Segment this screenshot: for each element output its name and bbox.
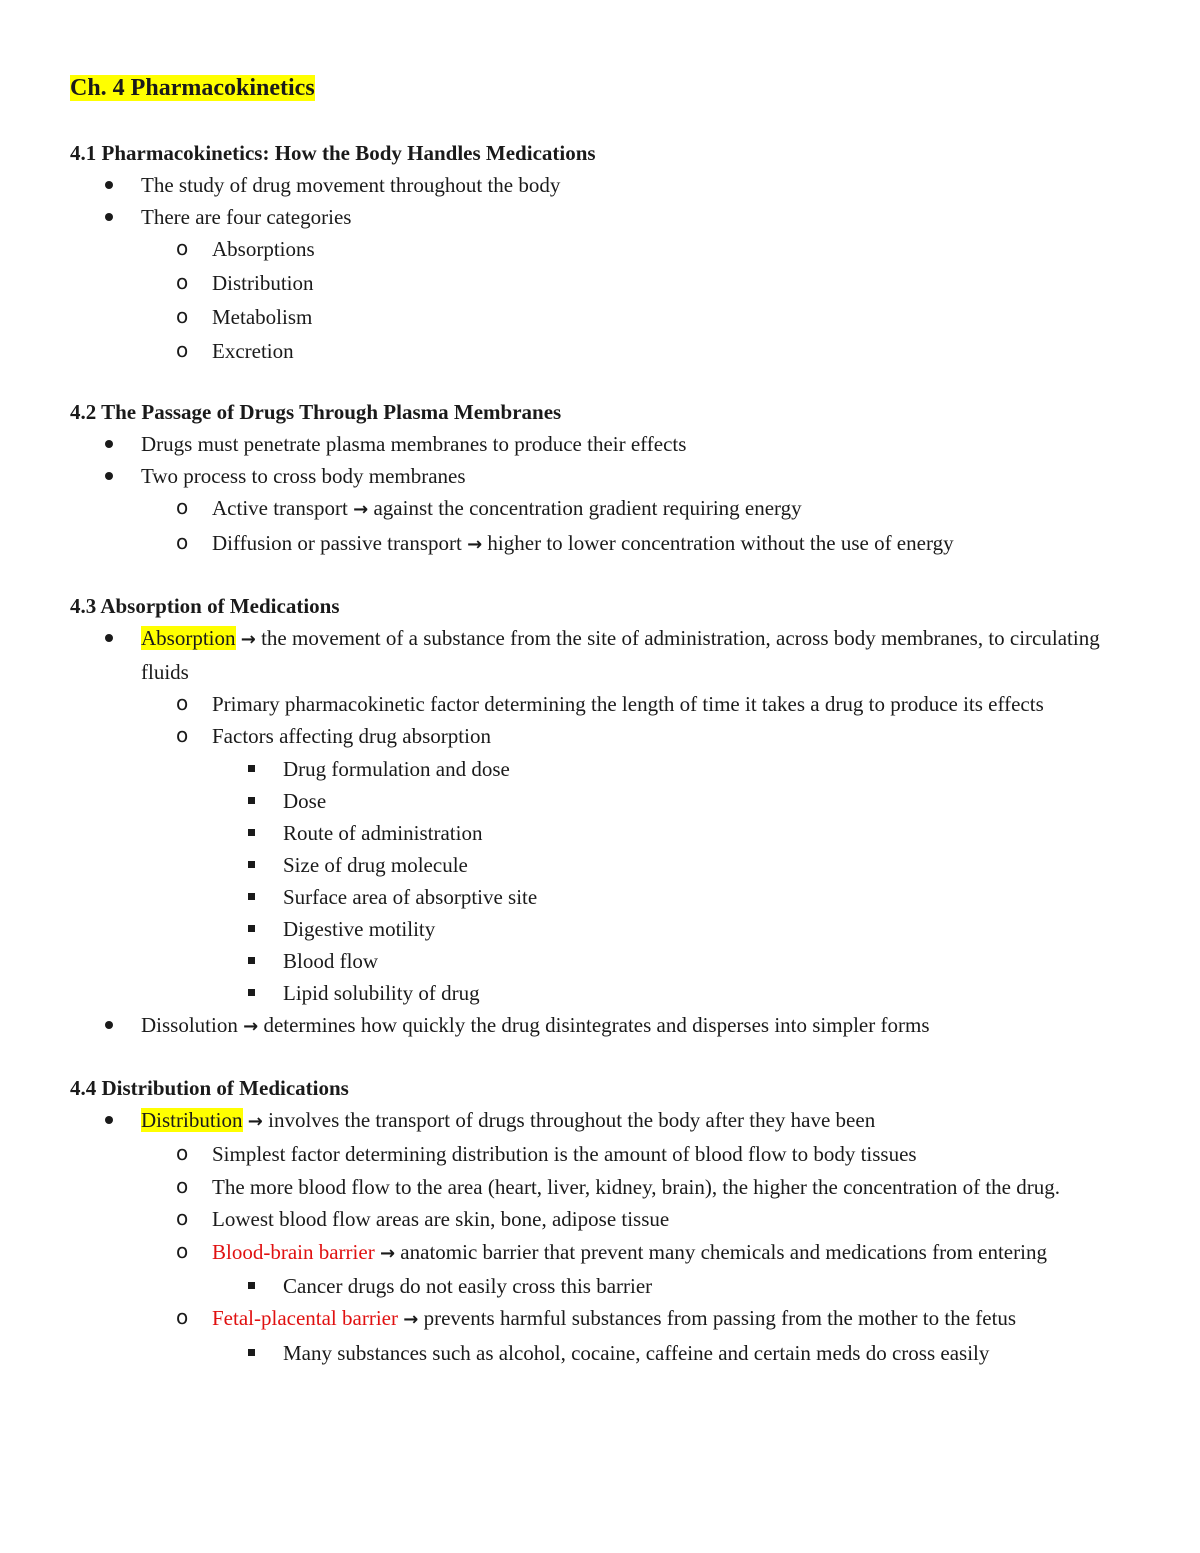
list-item: The study of drug movement throughout the body xyxy=(70,169,1130,201)
title-highlight: Ch. 4 Pharmacokinetics xyxy=(70,75,315,101)
list-item: Two process to cross body membranes o Active transport → against the concentration gradient requiring energy o Diffusion or passive transport → higher to lower concentration without the use of energy xyxy=(70,460,1130,561)
section-heading: 4.2 The Passage of Drugs Through Plasma Membranes xyxy=(70,400,562,424)
sub-list-item: o Absorptions xyxy=(141,233,1130,265)
square-bullet-icon xyxy=(248,925,255,932)
child-item: Cancer drugs do not easily cross this barrier xyxy=(212,1270,1130,1302)
bullet-icon xyxy=(105,472,113,480)
bullet-icon xyxy=(105,181,113,189)
circle-bullet-icon: o xyxy=(176,495,189,519)
square-bullet-icon xyxy=(248,861,255,868)
bullet-list xyxy=(70,622,1130,1043)
circle-bullet-icon: o xyxy=(176,1174,189,1198)
list-item: Dissolution → determines how quickly the drug disintegrates and disperses into simpler forms xyxy=(70,1009,1130,1043)
highlighted-term: Absorption xyxy=(141,626,236,650)
bullet-list xyxy=(70,428,1130,561)
sub-list-item: o Fetal-placental barrier → prevents harmful substances from passing from the mother to the fetus Many substances such as alcohol, cocaine, caffeine and certain meds do cross easily xyxy=(141,1302,1130,1369)
red-term: Blood-brain barrier xyxy=(212,1240,375,1264)
sub-list xyxy=(141,688,1130,1009)
sub-list-item: o Distribution xyxy=(141,267,1130,299)
section-heading: 4.3 Absorption of Medications xyxy=(70,594,340,618)
factor-item: Dose xyxy=(212,785,1130,817)
bullet-icon xyxy=(105,1116,113,1124)
square-bullet-icon xyxy=(248,1282,255,1289)
circle-bullet-icon: o xyxy=(176,270,189,294)
section-4-2 xyxy=(70,397,1130,561)
circle-bullet-icon: o xyxy=(176,236,189,260)
bullet-icon xyxy=(105,440,113,448)
bullet-icon xyxy=(105,1021,113,1029)
circle-bullet-icon: o xyxy=(176,723,189,747)
factor-item: Surface area of absorptive site xyxy=(212,881,1130,913)
circle-bullet-icon: o xyxy=(176,1206,189,1230)
bullet-icon xyxy=(105,213,113,221)
square-bullet-icon xyxy=(248,893,255,900)
square-bullet-icon xyxy=(248,1349,255,1356)
sub-list xyxy=(141,492,1130,561)
section-4-1 xyxy=(70,138,1130,367)
sub-list-item: o Blood-brain barrier → anatomic barrier that prevent many chemicals and medications from entering Cancer drugs do not easily cross this barrier xyxy=(141,1236,1130,1302)
circle-bullet-icon: o xyxy=(176,530,189,554)
sub-list-item: o Active transport → against the concentration gradient requiring energy xyxy=(141,492,1130,526)
arrow-right-icon: → xyxy=(353,499,369,520)
sub-list-item: o Diffusion or passive transport → higher to lower concentration without the use of energy xyxy=(141,527,1130,561)
sub-list-item: o Primary pharmacokinetic factor determining the length of time it takes a drug to produce its effects xyxy=(141,688,1130,720)
page-title xyxy=(70,72,1130,104)
list-item: Distribution → involves the transport of drugs throughout the body after they have been o Simplest factor determining distribution is the amount of blood flow to body tissues o The more blood flow to the area (heart, liver, kidney, brain), the higher the concentration of the drug. o Lowest blood flow areas are skin, bone, adipose tissue o Blood-brain barrier → anatomic barrier that prevent many chemicals and medications from entering Cancer drugs do not easily cross this barrier o Fetal-placental barrier → prevents harmful substances from passing from the mother to the fetus Many substances such as alcohol, cocaine, caffeine and certain meds do cross easily xyxy=(70,1104,1130,1369)
factor-item: Route of administration xyxy=(212,817,1130,849)
sub-list xyxy=(141,233,1130,367)
child-list xyxy=(141,1270,1130,1302)
circle-bullet-icon: o xyxy=(176,1239,189,1263)
bullet-list xyxy=(70,1104,1130,1369)
section-4-4 xyxy=(70,1073,1130,1369)
arrow-right-icon: → xyxy=(240,629,256,650)
square-bullet-icon xyxy=(248,989,255,996)
sub-list-item: o Metabolism xyxy=(141,301,1130,333)
circle-bullet-icon: o xyxy=(176,1141,189,1165)
section-heading: 4.4 Distribution of Medications xyxy=(70,1076,349,1100)
square-bullet-icon xyxy=(248,957,255,964)
circle-bullet-icon: o xyxy=(176,1305,189,1329)
factor-item: Digestive motility xyxy=(212,913,1130,945)
list-item: Absorption → the movement of a substance from the site of administration, across body membranes, to circulating fluids o Primary pharmacokinetic factor determining the length of time it takes a drug to produce its effects o Factors affecting drug absorption Drug formulation and dose Dose Route of administration Size of drug molecule Surface area of absorptive site Digestive motility Blood flow Lipid solubility of drug xyxy=(70,622,1130,1009)
circle-bullet-icon: o xyxy=(176,304,189,328)
child-item: Many substances such as alcohol, cocaine, caffeine and certain meds do cross easily xyxy=(212,1337,1130,1369)
square-bullet-icon xyxy=(248,797,255,804)
arrow-right-icon: → xyxy=(467,534,483,555)
arrow-right-icon: → xyxy=(243,1016,259,1037)
arrow-right-icon: → xyxy=(379,1243,396,1264)
factor-item: Size of drug molecule xyxy=(212,849,1130,881)
bullet-list xyxy=(70,169,1130,367)
arrow-right-icon: → xyxy=(247,1111,263,1132)
arrow-right-icon: → xyxy=(403,1309,419,1330)
child-list xyxy=(141,1337,1130,1369)
circle-bullet-icon: o xyxy=(176,338,189,362)
bullet-icon xyxy=(105,634,113,642)
factor-list xyxy=(141,753,1130,1009)
sub-list-item: o Simplest factor determining distribution is the amount of blood flow to body tissues xyxy=(141,1138,1130,1170)
sub-list-item: o Excretion xyxy=(141,335,1130,367)
section-4-3 xyxy=(70,591,1130,1043)
red-term: Fetal-placental barrier xyxy=(212,1306,398,1330)
factor-item: Lipid solubility of drug xyxy=(212,977,1130,1009)
factor-item: Drug formulation and dose xyxy=(212,753,1130,785)
sub-list-item: o Lowest blood flow areas are skin, bone, adipose tissue xyxy=(141,1203,1130,1235)
sub-list-item: o The more blood flow to the area (heart, liver, kidney, brain), the higher the concentration of the drug. xyxy=(141,1171,1130,1203)
sub-list-item: o Factors affecting drug absorption Drug formulation and dose Dose Route of administration Size of drug molecule Surface area of absorptive site Digestive motility Blood flow Lipid solubility of drug xyxy=(141,720,1130,1009)
highlighted-term: Distribution xyxy=(141,1108,243,1132)
factor-item: Blood flow xyxy=(212,945,1130,977)
square-bullet-icon xyxy=(248,765,255,772)
circle-bullet-icon: o xyxy=(176,691,189,715)
sub-list xyxy=(141,1138,1130,1369)
square-bullet-icon xyxy=(248,829,255,836)
list-item: There are four categories o Absorptions o Distribution o Metabolism o Excretion xyxy=(70,201,1130,367)
section-heading: 4.1 Pharmacokinetics: How the Body Handles Medications xyxy=(70,141,596,165)
list-item: Drugs must penetrate plasma membranes to produce their effects xyxy=(70,428,1130,460)
